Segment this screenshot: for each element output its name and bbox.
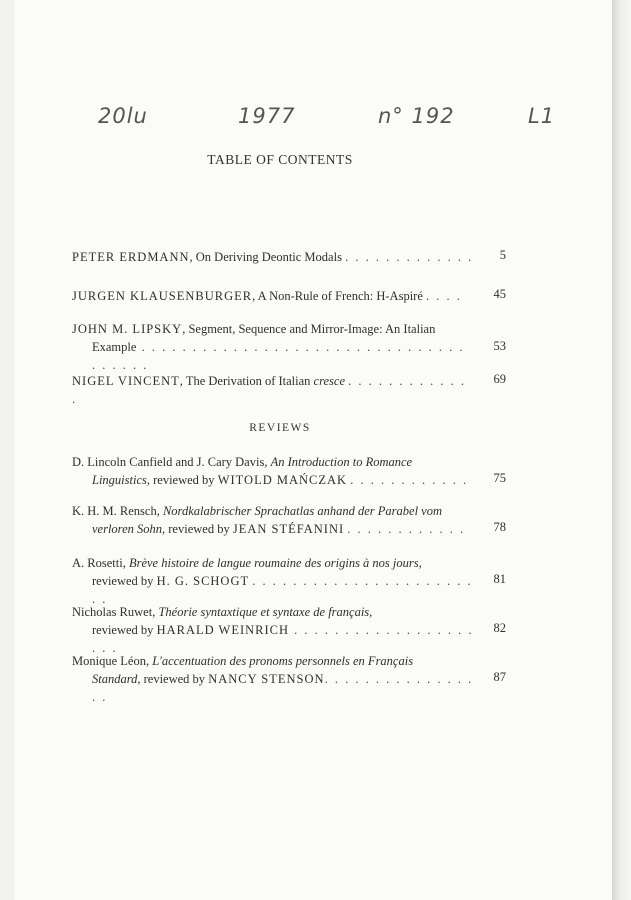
article-title: On Deriving Deontic Modals xyxy=(195,250,342,264)
article-page: 45 xyxy=(493,287,506,301)
review-book-title-line2: Standard, xyxy=(92,672,141,686)
review-page: 87 xyxy=(493,670,506,684)
handwritten-note-left: 20lu xyxy=(98,104,148,128)
dot-leaders: . . . . . . . . . . . . . xyxy=(345,250,474,264)
article-title-italic: cresce xyxy=(313,374,346,388)
article-title-line1: Segment, Sequence and Mirror-Image: An Italian xyxy=(188,322,436,336)
dot-leaders: . . . . . . . . . . . . . . . . . xyxy=(92,672,474,704)
article-entry: JOHN M. LIPSKY, Segment, Sequence and Mirror-Image: An Italian Example . . . . . . . . . . . . . . . . . . . . . . . . . . . . . . . . . . . . . . xyxy=(72,322,465,372)
article-entry: PETER ERDMANN, On Deriving Deontic Modals . . . . . . . . . . . . . xyxy=(72,250,474,264)
review-entry xyxy=(72,603,474,657)
page-title: TABLE OF CONTENTS xyxy=(207,152,353,167)
article-entry: JURGEN KLAUSENBURGER, A Non-Rule of French: H-Aspiré . . . . xyxy=(72,289,462,303)
review-entry xyxy=(72,502,474,538)
reviewed-by-label: reviewed by xyxy=(92,574,157,588)
handwritten-year: 1977 xyxy=(238,104,296,128)
reviewed-by-label: reviewed by xyxy=(165,522,233,536)
article-author: NIGEL VINCENT xyxy=(72,374,180,388)
review-page: 75 xyxy=(493,471,506,485)
article-title: A Non-Rule of French: H-Aspiré xyxy=(257,289,423,303)
review-authors: D. Lincoln Canfield and J. Cary Davis, xyxy=(72,455,271,469)
article-author: JOHN M. LIPSKY xyxy=(72,322,183,336)
article-page: 5 xyxy=(499,248,506,262)
reviewer-name: WITOLD MAŃCZAK xyxy=(217,473,348,487)
reviews-heading: REVIEWS xyxy=(249,422,311,434)
review-page: 78 xyxy=(493,520,506,534)
reviewer-name: NANCY STENSON xyxy=(208,672,325,686)
reviewer-name: HARALD WEINRICH xyxy=(156,623,290,637)
dot-leaders: . . . . xyxy=(426,289,462,303)
article-title: The Derivation of Italian xyxy=(185,374,314,388)
article-author: JURGEN KLAUSENBURGER xyxy=(72,289,253,303)
handwritten-number: n° 192 xyxy=(378,104,455,128)
dot-leaders: . . . . . . . . . . . . . xyxy=(72,374,467,406)
article-page: 69 xyxy=(493,372,506,386)
review-entry xyxy=(72,652,474,706)
review-book-title: L'accentuation des pronoms personnels en Français xyxy=(152,654,414,668)
review-authors: K. H. M. Rensch, xyxy=(72,504,163,518)
review-page: 82 xyxy=(493,621,506,635)
dot-leaders: . . . . . . . . . . . . . . . . . . . . . . . . xyxy=(92,574,473,606)
review-book-title: Brève histoire de langue roumaine des origins à nos jours, xyxy=(128,556,422,570)
dot-leaders: . . . . . . . . . . . . xyxy=(350,473,469,487)
review-entry xyxy=(72,554,474,608)
article-title-line2: Example xyxy=(92,340,137,354)
review-book-title: Nordkalabrischer Sprachatlas anhand der Parabel vom xyxy=(162,504,442,518)
article-page: 53 xyxy=(493,339,506,353)
reviewed-by-label: reviewed by xyxy=(150,473,218,487)
handwritten-code: L1 xyxy=(528,104,556,128)
reviewer-name: H. G. SCHOGT xyxy=(156,574,250,588)
review-authors: Monique Léon, xyxy=(72,654,153,668)
review-book-title-line2: verloren Sohn, xyxy=(92,522,166,536)
page-edge xyxy=(612,0,631,900)
dot-leaders: . . . . . . . . . . . . . . . . . . . . . xyxy=(92,623,474,655)
review-book-title-line2: Linguistics, xyxy=(92,473,150,487)
review-authors: A. Rosetti, xyxy=(72,556,129,570)
review-entry xyxy=(72,453,474,489)
review-book-title: An Introduction to Romance xyxy=(270,455,413,469)
article-entry: NIGEL VINCENT, The Derivation of Italian cresce . . . . . . . . . . . . . xyxy=(72,374,467,406)
review-book-title: Théorie syntaxtique et syntaxe de français, xyxy=(158,605,373,619)
reviewed-by-label: reviewed by xyxy=(140,672,209,686)
dot-leaders: . . . . . . . . . . . . xyxy=(347,522,466,536)
reviewer-name: JEAN STÉFANINI xyxy=(232,522,345,536)
review-authors: Nicholas Ruwet, xyxy=(72,605,159,619)
document-page xyxy=(14,0,614,900)
dot-leaders: . . . . . . . . . . . . . . . . . . . . . . . . . . . . . . . . . . . . . . xyxy=(92,340,465,372)
reviewed-by-label: reviewed by xyxy=(92,623,157,637)
article-author: PETER ERDMANN xyxy=(72,250,190,264)
review-page: 81 xyxy=(493,572,506,586)
